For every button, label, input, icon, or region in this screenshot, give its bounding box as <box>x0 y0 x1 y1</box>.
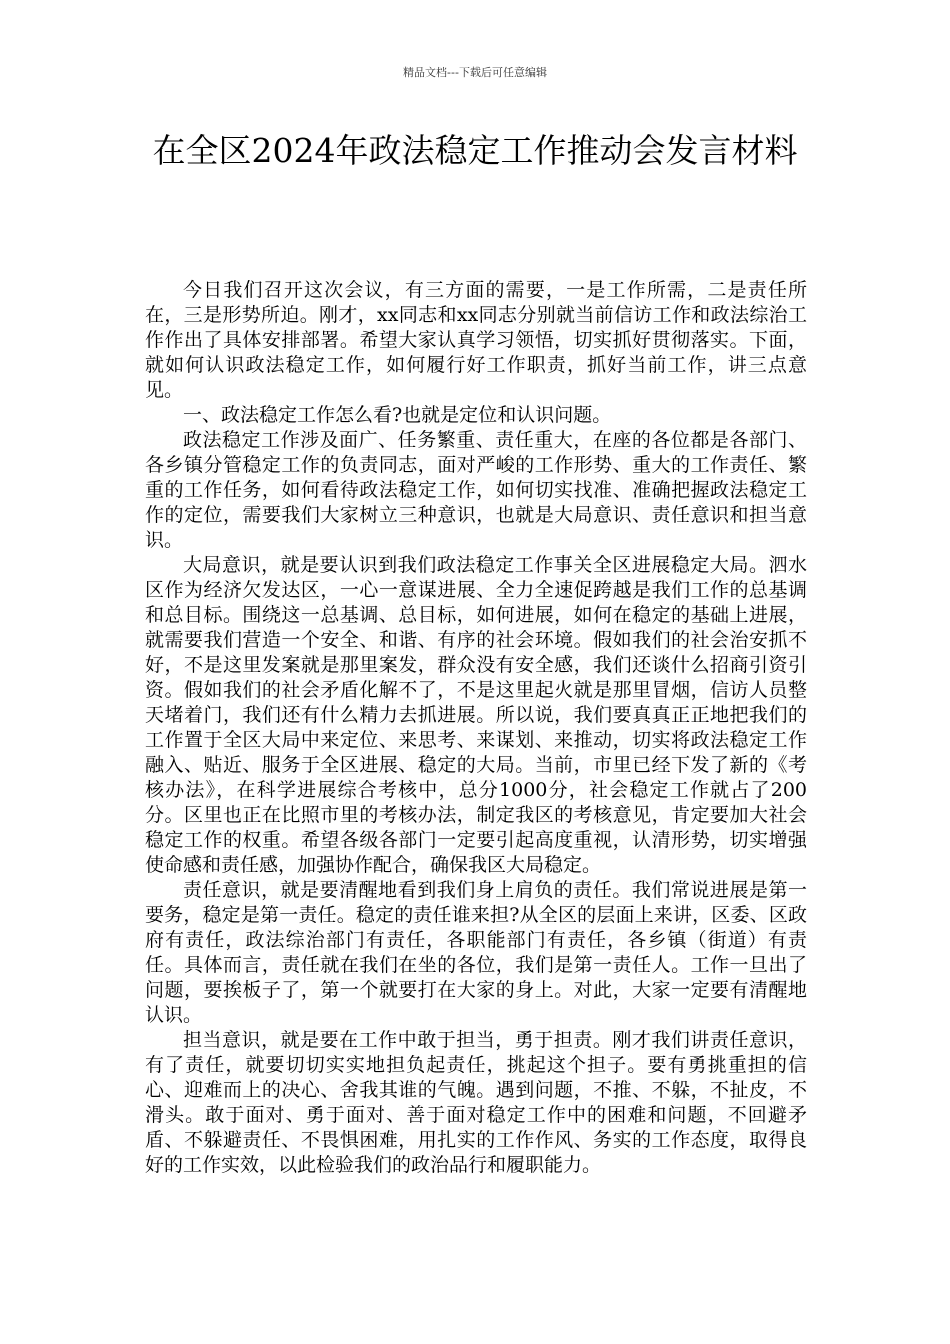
header-note: 精品文档---下载后可任意编辑 <box>403 66 547 79</box>
paragraph-awareness: 政法稳定工作涉及面广、任务繁重、责任重大，在座的各位都是各部门、各乡镇分管稳定工作的负责同志，面对严峻的工作形势、重大的工作责任、繁重的工作任务，如何看待政法稳定工作，如何切实找准、准确把握政法稳定工作的定位，需要我们大家树立三种意识，也就是大局意识、责任意识和担当意识。 <box>145 429 807 551</box>
paragraph-commitment: 担当意识，就是要在工作中敢于担当，勇于担责。刚才我们讲责任意识，有了责任，就要切切实实地担负起责任，挑起这个担子。要有勇挑重担的信心、迎难而上的决心、舍我其谁的气魄。遇到问题，不推、不躲，不扯皮，不滑头。敢于面对、勇于面对、善于面对稳定工作中的困难和问题，不回避矛盾、不躲避责任、不畏惧困难，用扎实的工作作风、务实的工作态度，取得良好的工作实效，以此检验我们的政治品行和履职能力。 <box>145 1029 807 1176</box>
document-title: 在全区2024年政法稳定工作推动会发言材料 <box>152 131 798 170</box>
document-body <box>145 278 807 1178</box>
section-heading-1: 一、政法稳定工作怎么看?也就是定位和认识问题。 <box>183 404 612 426</box>
paragraph-intro: 今日我们召开这次会议，有三方面的需要，一是工作所需，二是责任所在，三是形势所迫。刚才，xx同志和xx同志分别就当前信访工作和政法综治工作作出了具体安排部署。希望大家认真学习领悟，切实抓好贯彻落实。下面，就如何认识政法稳定工作，如何履行好工作职责，抓好当前工作，讲三点意见。 <box>145 279 807 401</box>
paragraph-overall-situation: 大局意识，就是要认识到我们政法稳定工作事关全区进展稳定大局。泗水区作为经济欠发达区，一心一意谋进展、全力全速促跨越是我们工作的总基调和总目标。围绕这一总基调、总目标，如何进展，如何在稳定的基础上进展，就需要我们营造一个安全、和谐、有序的社会环境。假如我们的社会治安抓不好，不是这里发案就是那里案发，群众没有安全感，我们还谈什么招商引资引资。假如我们的社会矛盾化解不了，不是这里起火就是那里冒烟，信访人员整天堵着门，我们还有什么精力去抓进展。所以说，我们要真真正正地把我们的工作置于全区大局中来定位、来思考、来谋划、来推动，切实将政法稳定工作融入、贴近、服务于全区进展、稳定的大局。当前，市里已经下发了新的《考核办法》，在科学进展综合考核中，总分1000分，社会稳定工作就占了200分。区里也正在比照市里的考核办法，制定我区的考核意见，肯定要加大社会稳定工作的权重。希望各级各部门一定要引起高度重视，认清形势，切实增强使命感和责任感，加强协作配合，确保我区大局稳定。 <box>145 554 807 876</box>
paragraph-responsibility: 责任意识，就是要清醒地看到我们身上肩负的责任。我们常说进展是第一要务，稳定是第一责任。稳定的责任谁来担?从全区的层面上来讲，区委、区政府有责任，政法综治部门有责任，各职能部门有责任，各乡镇（街道）有责任。具体而言，责任就在我们在坐的各位，我们是第一责任人。工作一旦出了问题，要挨板子了，第一个就要打在大家的身上。对此，大家一定要有清醒地认识。 <box>145 879 807 1026</box>
